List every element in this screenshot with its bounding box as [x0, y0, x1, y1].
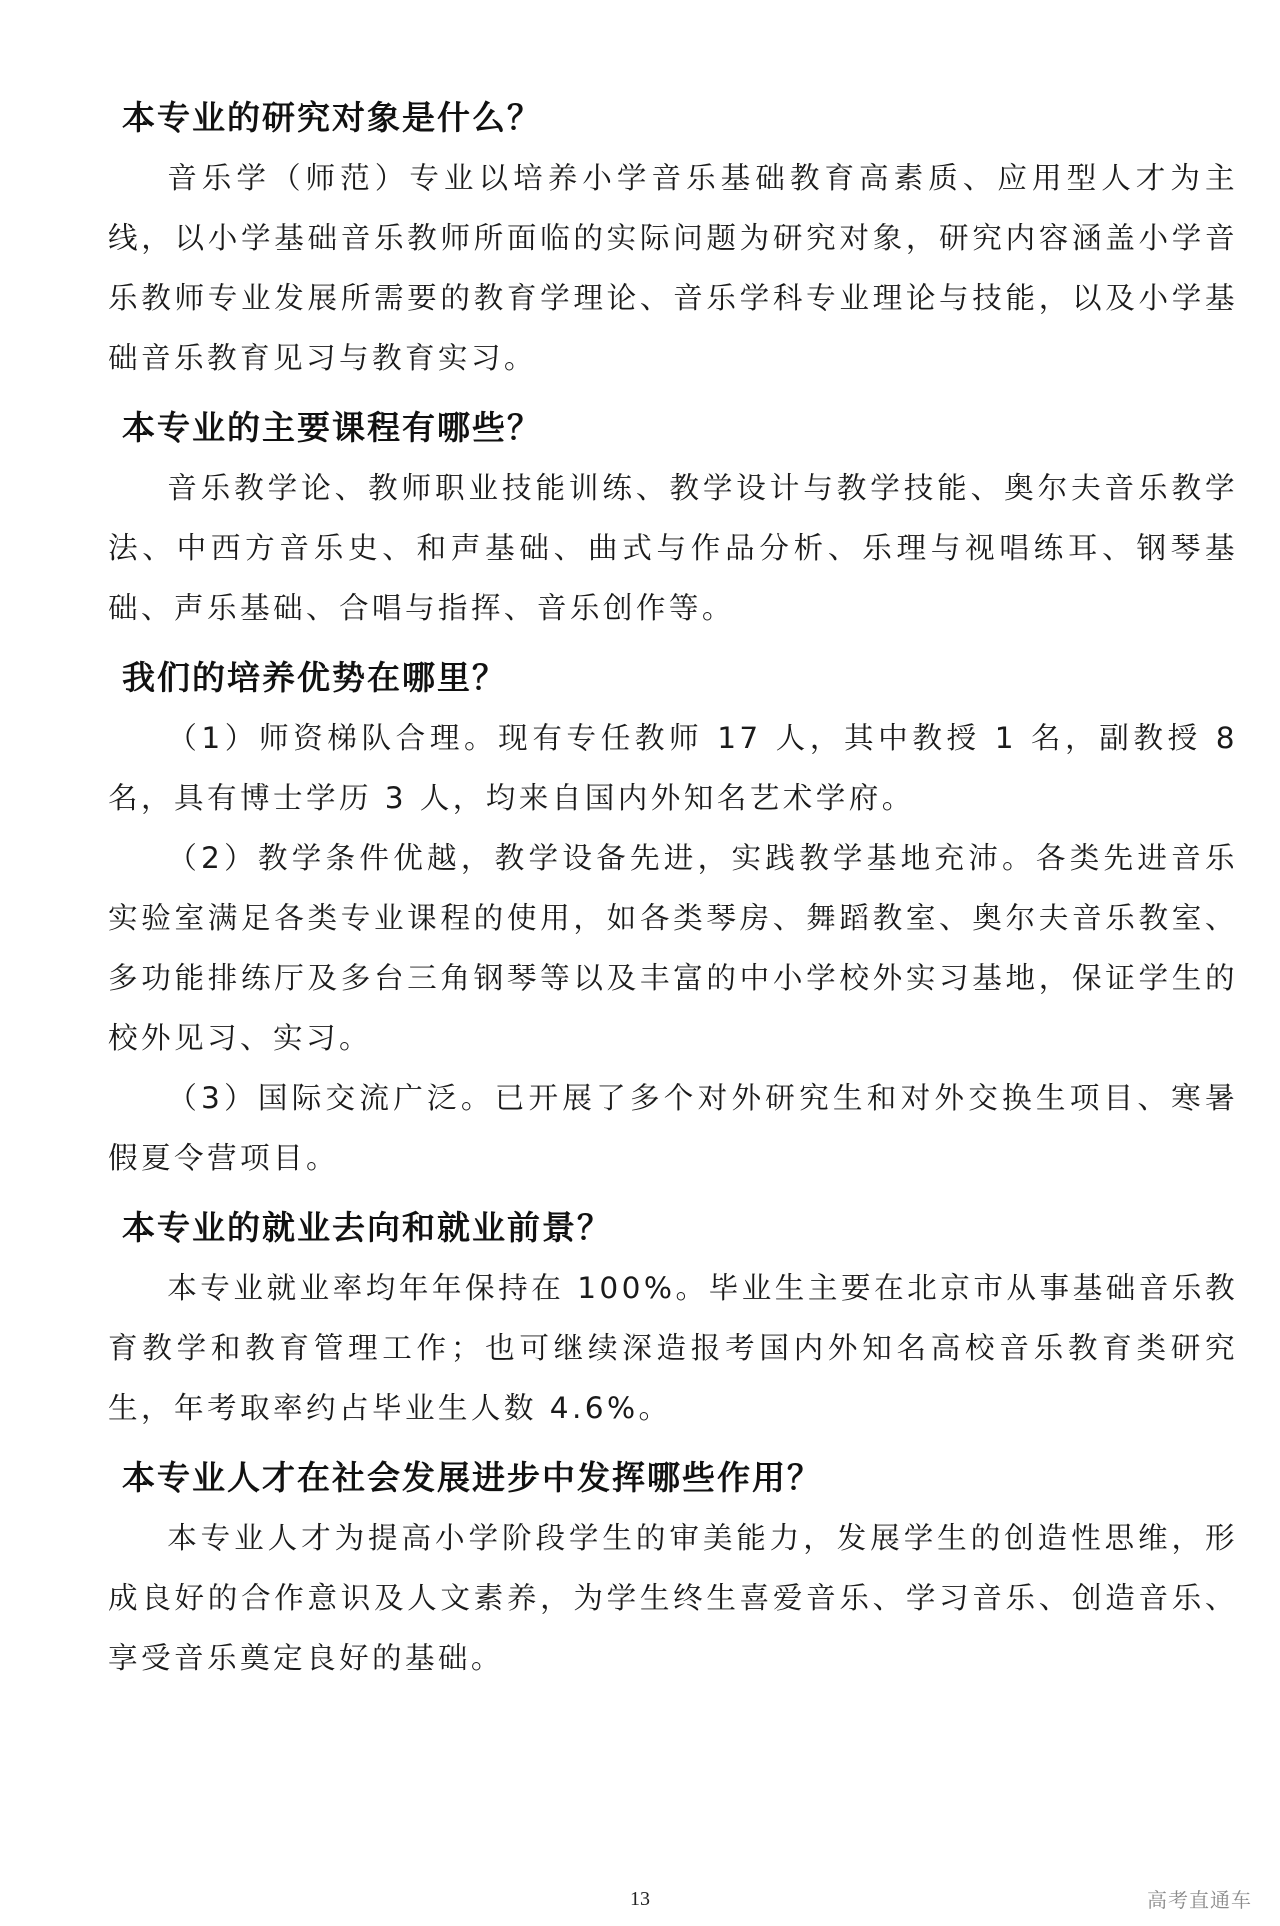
section-heading-social-role: 本专业人才在社会发展进步中发挥哪些作用？: [122, 1458, 822, 1497]
paragraph-research-object: 音乐学（师范）专业以培养小学音乐基础教育高素质、应用型人才为主线，以小学基础音乐教师所面临的实际问题为研究对象，研究内容涵盖小学音乐教师专业发展所需要的教育学理论、音乐学科专业理论与技能，以及小学基础音乐教育见习与教育实习。: [108, 161, 1238, 375]
paragraph-advantage-faculty: （1）师资梯队合理。现有专任教师 17 人，其中教授 1 名，副教授 8 名，具有博士学历 3 人，均来自国内外知名艺术学府。: [108, 721, 1238, 815]
paragraph-social-role: 本专业人才为提高小学阶段学生的审美能力，发展学生的创造性思维，形成良好的合作意识及人文素养，为学生终生喜爱音乐、学习音乐、创造音乐、享受音乐奠定良好的基础。: [108, 1521, 1238, 1675]
paragraph-main-courses: 音乐教学论、教师职业技能训练、教学设计与教学技能、奥尔夫音乐教学法、中西方音乐史、和声基础、曲式与作品分析、乐理与视唱练耳、钢琴基础、声乐基础、合唱与指挥、音乐创作等。: [108, 471, 1238, 625]
paragraph-advantage-international: （3）国际交流广泛。已开展了多个对外研究生和对外交换生项目、寒暑假夏令营项目。: [108, 1081, 1238, 1175]
paragraph-employment: 本专业就业率均年年保持在 100%。毕业生主要在北京市从事基础音乐教育教学和教育管理工作；也可继续深造报考国内外知名高校音乐教育类研究生，年考取率约占毕业生人数 4.6%。: [108, 1271, 1238, 1425]
section-heading-employment: 本专业的就业去向和就业前景？: [122, 1208, 612, 1247]
paragraph-advantage-facilities: （2）教学条件优越，教学设备先进，实践教学基地充沛。各类先进音乐实验室满足各类专业课程的使用，如各类琴房、舞蹈教室、奥尔夫音乐教室、多功能排练厅及多台三角钢琴等以及丰富的中小学校外实习基地，保证学生的校外见习、实习。: [108, 841, 1238, 1055]
document-content: [108, 88, 1238, 1688]
section-heading-main-courses: 本专业的主要课程有哪些？: [122, 408, 542, 447]
section-heading-research-object: 本专业的研究对象是什么？: [122, 98, 542, 137]
watermark-text: 高考直通车: [1147, 1888, 1252, 1912]
section-heading-advantages: 我们的培养优势在哪里？: [122, 658, 507, 697]
page-number: 13: [630, 1888, 650, 1910]
